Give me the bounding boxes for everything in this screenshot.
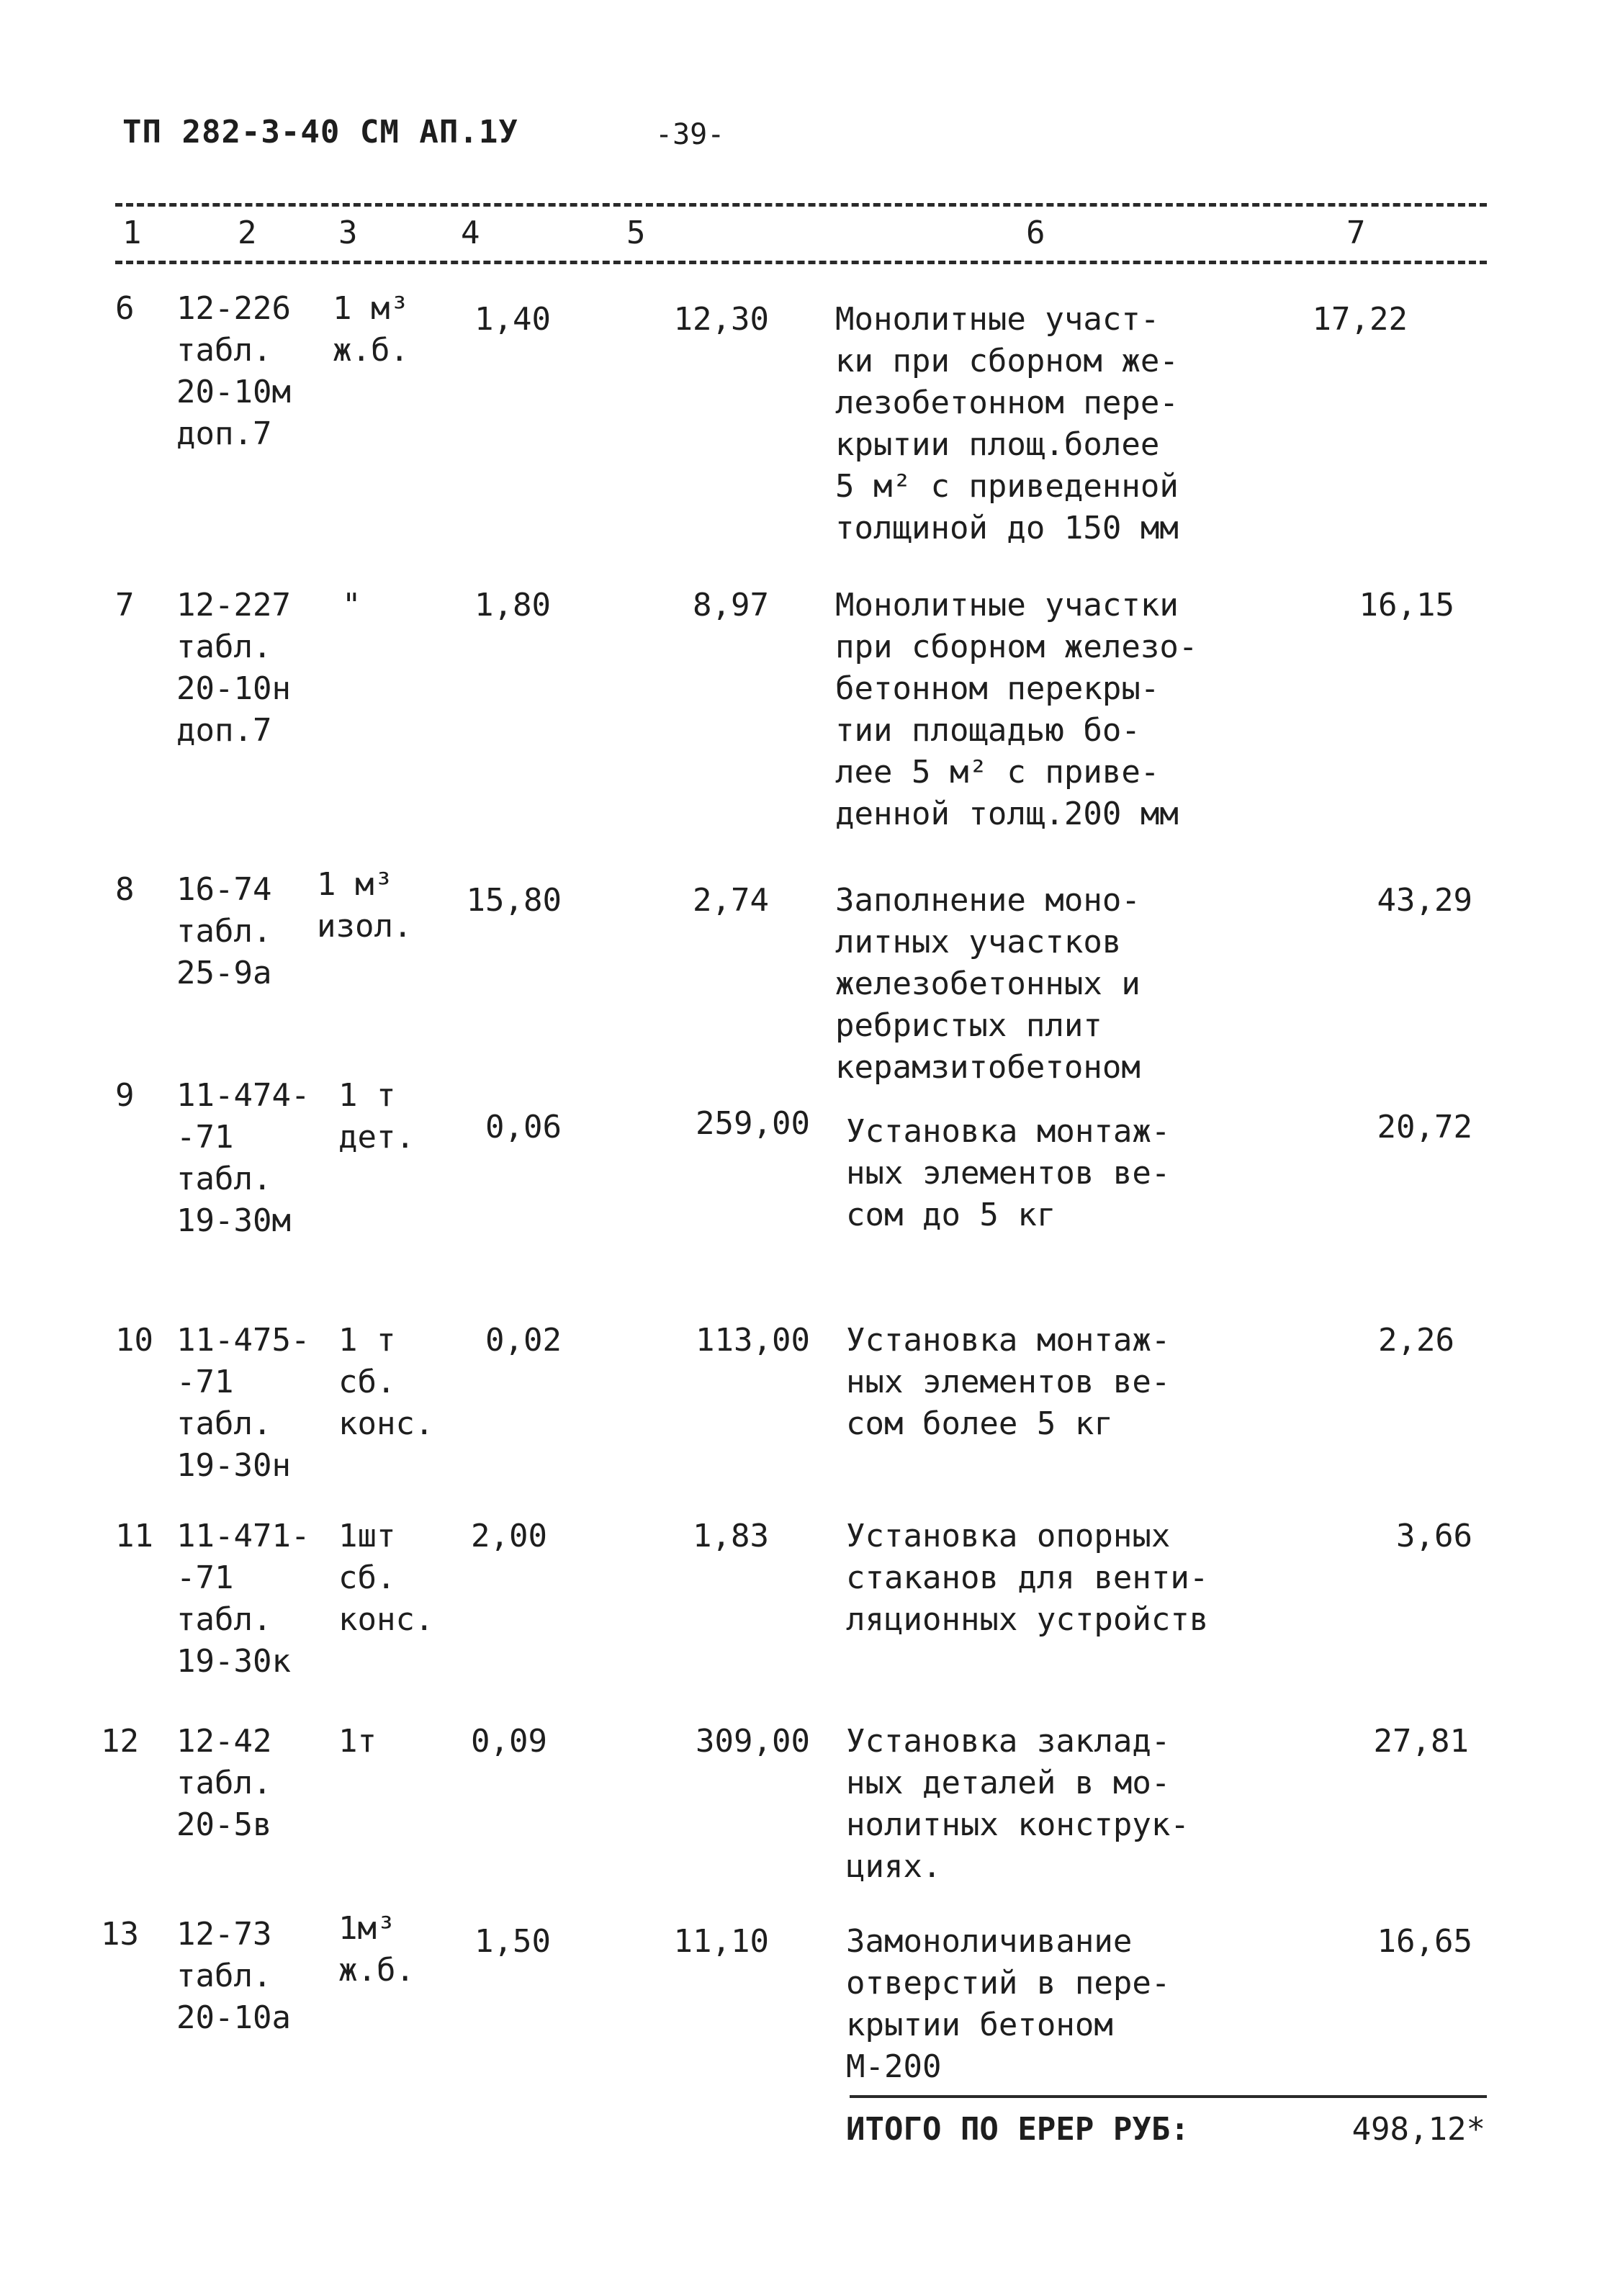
row-number: 9 <box>115 1077 135 1114</box>
row-total: 17,22 <box>1312 301 1408 338</box>
unit-price: 309,00 <box>696 1723 810 1760</box>
quantity: 0,02 <box>485 1322 562 1359</box>
quantity: 1,40 <box>474 301 551 338</box>
unit-price: 259,00 <box>696 1105 810 1142</box>
work-description: Установка монтаж- ных элементов ве- сом более 5 кг <box>846 1322 1171 1442</box>
quantity: 0,09 <box>471 1723 547 1760</box>
column-header-5: 5 <box>626 215 646 251</box>
document-code: ТП 282-3-40 СМ АП.1У <box>122 114 518 150</box>
unit: 1 т дет. <box>338 1077 415 1156</box>
norm-code: 11-474- -71 табл. 19-30м <box>176 1077 310 1239</box>
unit: " <box>342 587 361 623</box>
page-number: -39- <box>655 118 725 151</box>
column-header-3: 3 <box>338 215 358 251</box>
quantity: 2,00 <box>471 1518 547 1554</box>
unit: 1т <box>338 1723 377 1760</box>
quantity: 1,80 <box>474 587 551 623</box>
norm-code: 16-74 табл. 25-9а <box>176 871 272 991</box>
norm-code: 12-227 табл. 20-10н доп.7 <box>176 587 291 749</box>
quantity: 1,50 <box>474 1923 551 1960</box>
row-total: 3,66 <box>1396 1518 1472 1554</box>
unit-price: 12,30 <box>673 301 769 338</box>
unit-price: 113,00 <box>696 1322 810 1359</box>
norm-code: 11-475- -71 табл. 19-30н <box>176 1322 310 1484</box>
column-header-4: 4 <box>461 215 480 251</box>
unit-price: 2,74 <box>693 882 769 919</box>
work-description: Монолитные участ- ки при сборном же- лезобетонном пере- крытии площ.более 5 м² с приведенной толщиной до 150 мм <box>835 301 1179 546</box>
norm-code: 12-73 табл. 20-10а <box>176 1916 291 2036</box>
quantity: 0,06 <box>485 1109 562 1145</box>
unit-price: 8,97 <box>693 587 769 623</box>
unit: 1 м³ ж.б. <box>333 290 409 369</box>
row-number: 8 <box>115 871 135 908</box>
work-description: Замоноличивание отверстий в пере- крытии бетоном М-200 <box>846 1923 1171 2085</box>
norm-code: 11-471- -71 табл. 19-30к <box>176 1518 310 1680</box>
row-number: 13 <box>101 1916 139 1953</box>
row-total: 16,65 <box>1377 1923 1472 1960</box>
table-top-rule <box>115 203 1487 207</box>
row-number: 10 <box>115 1322 153 1359</box>
row-total: 27,81 <box>1373 1723 1469 1760</box>
unit: 1 т сб. конс. <box>338 1322 434 1442</box>
column-header-6: 6 <box>1026 215 1045 251</box>
row-total: 2,26 <box>1378 1322 1454 1359</box>
total-value: 498,12* <box>1351 2111 1485 2148</box>
row-total: 20,72 <box>1377 1109 1472 1145</box>
unit-price: 11,10 <box>673 1923 769 1960</box>
row-number: 6 <box>115 290 135 327</box>
total-rule <box>850 2095 1487 2098</box>
column-header-7: 7 <box>1346 215 1366 251</box>
work-description: Монолитные участки при сборном железо- бетонном перекры- тии площадью бо- лее 5 м² с приве- денной толщ.200 мм <box>835 587 1198 832</box>
unit: 1 м³ изол. <box>317 866 413 945</box>
row-total: 43,29 <box>1377 882 1472 919</box>
total-label: ИТОГО ПО ЕРЕР РУБ: <box>846 2111 1189 2148</box>
row-total: 16,15 <box>1359 587 1454 623</box>
column-header-2: 2 <box>238 215 257 251</box>
row-number: 11 <box>115 1518 153 1554</box>
work-description: Установка заклад- ных деталей в мо- нолитных конструк- циях. <box>846 1723 1189 1885</box>
column-header-1: 1 <box>122 215 142 251</box>
row-number: 12 <box>101 1723 139 1760</box>
work-description: Установка монтаж- ных элементов ве- сом до 5 кг <box>846 1113 1171 1233</box>
work-description: Заполнение моно- литных участков железобетонных и ребристых плит керамзитобетоном <box>835 882 1141 1086</box>
norm-code: 12-226 табл. 20-10м доп.7 <box>176 290 291 452</box>
unit: 1шт сб. конс. <box>338 1518 434 1638</box>
work-description: Установка опорных стаканов для венти- ляционных устройств <box>846 1518 1209 1638</box>
table-header-rule <box>115 261 1487 264</box>
norm-code: 12-42 табл. 20-5в <box>176 1723 272 1843</box>
unit-price: 1,83 <box>693 1518 769 1554</box>
quantity: 15,80 <box>466 882 562 919</box>
unit: 1м³ ж.б. <box>338 1910 415 1989</box>
row-number: 7 <box>115 587 135 623</box>
